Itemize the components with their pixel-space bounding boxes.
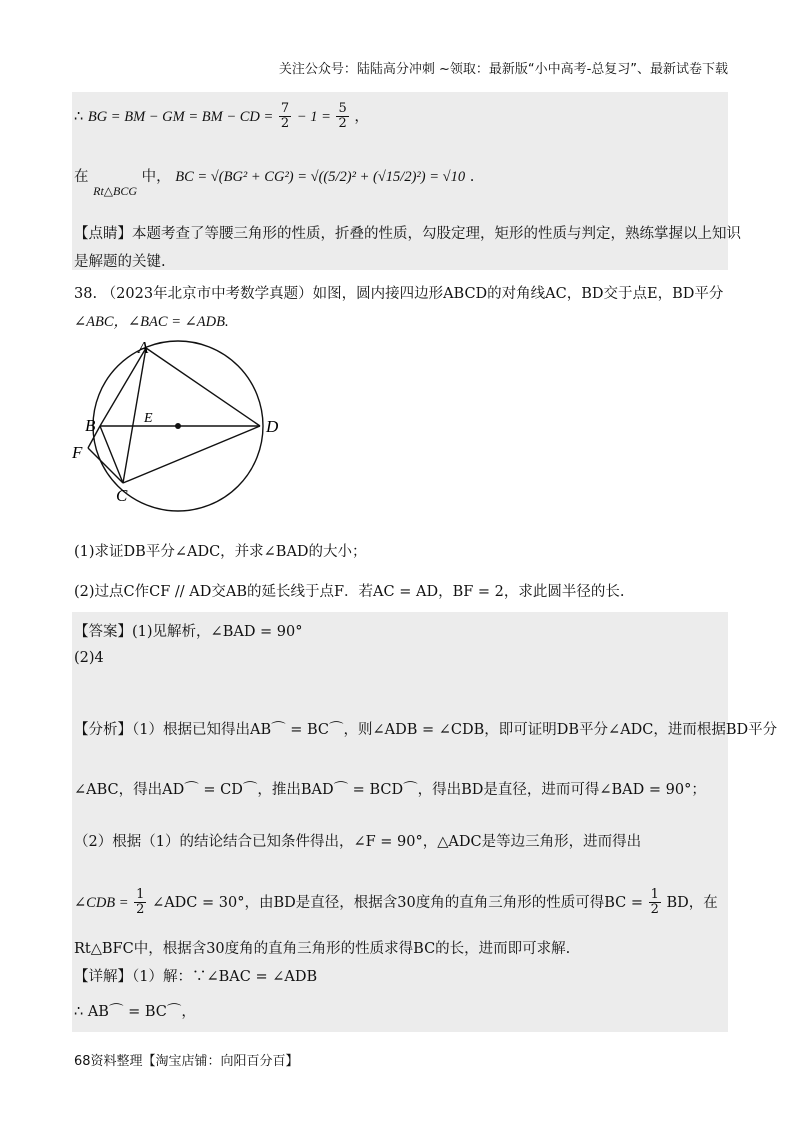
segment-ad	[146, 348, 260, 426]
question-2: (2)过点C作CF // AD交AB的延长线于点F．若AC = AD，BF = 2，求此圆半径的长.	[74, 584, 625, 600]
analysis-line-1: 【分析】（1）根据已知得出AB⌒ = BC⌒，则∠ADB = ∠CDB，即可证明DB平分∠ADC，进而根据BD平分	[74, 722, 778, 738]
label-f: F	[72, 443, 83, 462]
page-footer: 68资料整理【淘宝店铺：向阳百分百】	[74, 1054, 299, 1069]
bc-expression: BC = √(BG² + CG²) = √((5/2)² + (√15/2)²) = √10	[175, 169, 466, 185]
bc-line: 在 $_{Rt\triangle BCG}$ 中， BC = √(BG² + CG²) = √((5/2)² + (√15/2)²) = √10 .	[74, 169, 475, 198]
analysis-line-4: ∠CDB = $\frac{1}{2}$ ∠ADC = 30°，由BD是直径，根据含30度角的直角三角形的性质可得BC = $\frac{1}{2}$ BD，在	[74, 887, 718, 918]
fraction-7-2: $\frac{7}{2}$	[280, 101, 290, 132]
fraction-5-2: $\frac{5}{2}$	[338, 101, 347, 132]
point-line-1: 【点睛】本题考查了等腰三角形的性质，折叠的性质，勾股定理，矩形的性质与判定，熟练掌握以上知识	[74, 226, 741, 242]
geometry-figure	[68, 336, 328, 516]
label-d: D	[266, 417, 279, 436]
fraction-1-2-b: $\frac{1}{2}$	[650, 887, 659, 918]
answer-line-2: (2)4	[74, 650, 104, 666]
label-b: B	[85, 416, 96, 435]
answer-line-1: 【答案】(1)见解析，∠BAD = 90°	[74, 624, 303, 640]
question-1: (1)求证DB平分∠ADC，并求∠BAD的大小；	[74, 544, 367, 560]
bg-line: ∴ BG = BM − GM = BM − CD = $\frac{7}{2}$ − 1 = $\frac{5}{2}$ ，	[74, 101, 369, 132]
detail-line-2: ∴ AB⌒ = BC⌒，	[74, 1004, 196, 1020]
problem-line-1: 38. （2023年北京市中考数学真题）如图，圆内接四边形ABCD的对角线AC，BD交于点E，BD平分	[74, 286, 724, 302]
page-header: 关注公众号：陆陆高分冲刺 ~领取：最新版“小中高考-总复习”、最新试卷下载	[278, 62, 728, 77]
problem-line-2: ∠ABC，∠BAC = ∠ADB.	[74, 314, 229, 330]
therefore-symbol: ∴	[74, 108, 84, 125]
detail-line-1: 【详解】（1）解：∵∠BAC = ∠ADB	[74, 969, 318, 985]
bg-minus: − 1 =	[296, 108, 331, 125]
point-line-2: 是解题的关键.	[74, 254, 166, 270]
analysis-line-5: Rt△BFC中，根据含30度角的直角三角形的性质求得BC的长，进而即可求解.	[74, 941, 571, 957]
analysis-line-2: ∠ABC，得出AD⌒ = CD⌒，推出BAD⌒ = BCD⌒，得出BD是直径，进而可得∠BAD = 90°；	[74, 782, 706, 798]
label-a: A	[138, 338, 149, 357]
label-c: C	[116, 486, 128, 505]
segment-bc	[100, 426, 123, 483]
label-e: E	[144, 411, 153, 426]
bg-expression: BG = BM − GM = BM − CD =	[87, 108, 274, 125]
segment-fc	[88, 448, 123, 483]
segment-cd	[123, 426, 260, 483]
triangle-bcg: Rt△BCG	[93, 184, 138, 198]
analysis-line-3: （2）根据（1）的结论结合已知条件得出，∠F = 90°，△ADC是等边三角形，进而得出	[74, 834, 642, 850]
center-point	[175, 423, 181, 429]
fraction-1-2-a: $\frac{1}{2}$	[136, 887, 145, 918]
